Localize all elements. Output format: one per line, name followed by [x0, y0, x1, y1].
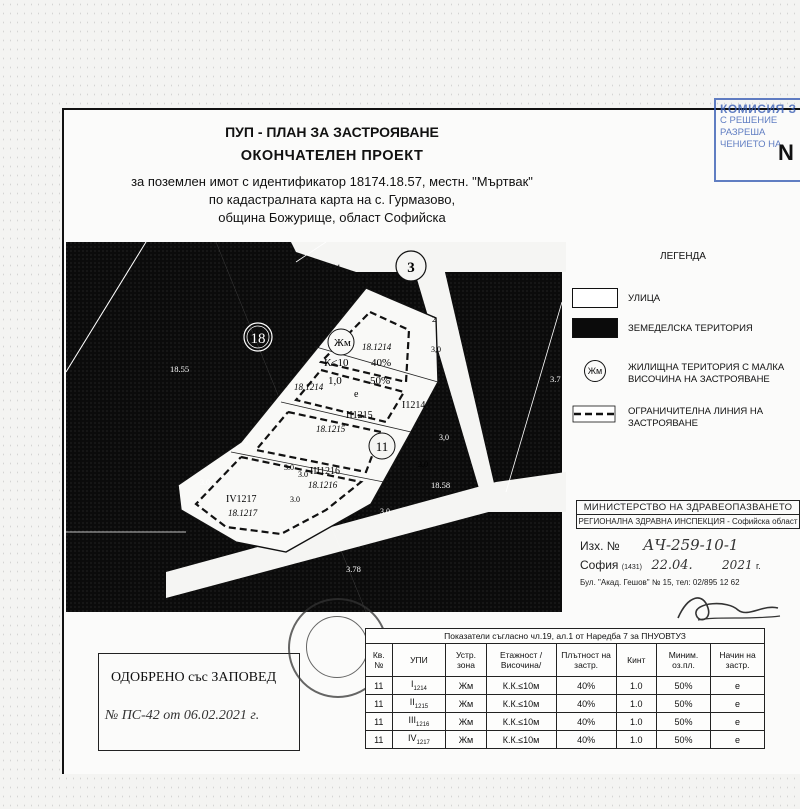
- cell-zone: Жм: [446, 695, 486, 713]
- title-line-4: по кадастралната карта на с. Гурмазово,: [208, 192, 456, 207]
- cell-kint: 1.0: [616, 695, 656, 713]
- legend-label-residential: ЖИЛИЩНА ТЕРИТОРИЯ С МАЛКА ВИСОЧИНА НА ЗАСТРОЯВАНЕ: [628, 362, 785, 385]
- year-suffix: г.: [755, 561, 761, 571]
- table-row: [366, 713, 765, 731]
- point-1: 1: [362, 275, 366, 284]
- cell-block: 11: [366, 677, 393, 695]
- ministry-stamp-date: [580, 558, 761, 573]
- upi-roman: I: [411, 679, 414, 690]
- title-line-2: ОКОНЧАТЕЛЕН ПРОЕКТ: [240, 148, 424, 164]
- height-label: К<10: [324, 357, 349, 369]
- cell-zone: Жм: [446, 731, 486, 749]
- zip-label: (1431): [621, 564, 642, 571]
- commission-stamp-line-1: КОМИСИЯ З: [720, 102, 797, 116]
- th-height: Етажност /Височина/: [486, 644, 556, 677]
- legend-symbol-zhm: Жм: [584, 360, 606, 382]
- offset-label: 3.0: [298, 470, 308, 479]
- th-zone: Устр. зона: [446, 644, 486, 677]
- cell-mode: е: [711, 713, 765, 731]
- signature: [668, 590, 788, 630]
- cell-height: К.К.≤10м: [486, 695, 556, 713]
- block-11-label: 11: [375, 439, 389, 454]
- point-2: 2: [432, 315, 436, 324]
- table-row: [366, 677, 765, 695]
- approval-box: [98, 653, 300, 751]
- ref-value: АЧ-259-10-1: [643, 536, 739, 554]
- cell-density: 40%: [556, 731, 616, 749]
- table-caption: Показатели съгласно чл.19, ал.1 от Наредба 7 за ПНУОВТУЗ: [366, 629, 765, 644]
- cadastral-map: [66, 242, 566, 614]
- upi-II-label: II1215: [346, 410, 373, 421]
- zone-zhm-label: Жм: [334, 337, 351, 349]
- title-line-5: община Божурище, област Софийска: [218, 210, 446, 225]
- cell-upi: [392, 677, 446, 695]
- cell-density: 40%: [556, 695, 616, 713]
- legend-swatch-street: [572, 288, 618, 308]
- cell-height: К.К.≤10м: [486, 731, 556, 749]
- upi-III-label: III1216: [310, 466, 340, 477]
- title-line-1: ПУП - ПЛАН ЗА ЗАСТРОЯВАНЕ: [225, 124, 439, 140]
- municipal-seal-inner: [306, 616, 368, 678]
- cell-kint: 1.0: [616, 713, 656, 731]
- cell-upi: [392, 695, 446, 713]
- cell-greenery: 50%: [656, 677, 710, 695]
- parcel-label-18-34: 18.34: [321, 262, 341, 272]
- cell-kint: 1.0: [616, 677, 656, 695]
- density-label: 40%: [371, 357, 392, 369]
- offset-label: 3.0: [284, 463, 294, 472]
- build-mode-label: e: [354, 389, 359, 400]
- ministry-stamp-ref: [580, 536, 738, 554]
- block-3-label: 3: [407, 260, 415, 276]
- commission-stamp-line-2: С РЕШЕНИЕ: [720, 115, 778, 126]
- upi-IV-label: IV1217: [226, 494, 257, 505]
- ministry-stamp: [576, 500, 800, 596]
- upi-subscript: 1217: [416, 739, 430, 746]
- upi-subscript: 1214: [413, 685, 427, 692]
- ministry-stamp-line-2: РЕГИОНАЛНА ЗДРАВНА ИНСПЕКЦИЯ - Софийска област: [576, 515, 800, 529]
- indicators-table: [365, 628, 765, 749]
- th-density: Плътност на застр.: [556, 644, 616, 677]
- cell-kint: 1.0: [616, 731, 656, 749]
- cell-zone: Жм: [446, 713, 486, 731]
- legend-label-street: УЛИЦА: [628, 293, 661, 304]
- upi-I-label: I1214: [402, 400, 426, 411]
- cell-zone: Жм: [446, 677, 486, 695]
- offset-label: 3,0: [439, 433, 449, 442]
- cell-greenery: 50%: [656, 713, 710, 731]
- cell-mode: е: [711, 695, 765, 713]
- legend-swatch-agricultural: [572, 318, 618, 338]
- offset-label: 3.0: [200, 478, 210, 487]
- greenery-label: 50%: [370, 375, 391, 387]
- upi-II-number: 18.1215: [316, 424, 346, 434]
- upi-subscript: 1215: [414, 703, 429, 710]
- legend-label-agricultural: ЗЕМЕДЕЛСКА ТЕРИТОРИЯ: [628, 323, 753, 334]
- cell-block: 11: [366, 695, 393, 713]
- table-row: [366, 695, 765, 713]
- upi-subscript: 1216: [416, 721, 430, 728]
- upi-III-number: 18.1216: [308, 480, 338, 490]
- upi-IV-number: 18.1217: [228, 508, 258, 518]
- year-value: 2021: [722, 558, 753, 572]
- th-kint: Кинт: [616, 644, 656, 677]
- parcel-label-18-58: 18.58: [431, 480, 451, 490]
- th-mode: Начин на застр.: [711, 644, 765, 677]
- upi-roman: II: [409, 697, 415, 708]
- cell-mode: е: [711, 677, 765, 695]
- city-label: София: [580, 558, 619, 572]
- parcel-label-18-55: 18.55: [170, 364, 190, 374]
- upi-roman: IV: [408, 733, 417, 744]
- th-greenery: Миним. оз.пл.: [656, 644, 710, 677]
- legend-label-build-line: ОГРАНИЧИТЕЛНА ЛИНИЯ НА ЗАСТРОЯВАНЕ: [628, 406, 764, 429]
- cell-greenery: 50%: [656, 731, 710, 749]
- offset-label: 3.0: [380, 507, 390, 516]
- table-row: [366, 731, 765, 749]
- legend-title: ЛЕГЕНДА: [660, 251, 706, 262]
- cell-height: К.К.≤10м: [486, 713, 556, 731]
- parcel-label-3-78: 3.78: [346, 564, 361, 574]
- upi-I-number: 18.1214: [362, 342, 392, 352]
- title-line-3: за поземлен имот с идентификатор 18174.18.57, местн. "Мъртвак": [131, 174, 533, 189]
- ref-label: Изх. №: [580, 539, 620, 553]
- cell-density: 40%: [556, 713, 616, 731]
- offset-label: 3.0: [290, 495, 300, 504]
- upi-roman: III: [408, 715, 417, 726]
- block-18-label: 18: [250, 331, 266, 347]
- upi-I-number-b: 18.1214: [294, 382, 324, 392]
- cell-mode: е: [711, 731, 765, 749]
- th-upi: УПИ: [392, 644, 446, 677]
- approval-label: ОДОБРЕНО със ЗАПОВЕД: [111, 670, 277, 685]
- th-block: Кв. №: [366, 644, 393, 677]
- north-arrow-label: N: [778, 140, 794, 165]
- parcel-label-3-7: 3.7: [550, 374, 561, 384]
- offset-label: 3,0: [418, 460, 428, 469]
- offset-label: 3,0: [431, 345, 441, 354]
- cell-greenery: 50%: [656, 695, 710, 713]
- ministry-stamp-line-1: МИНИСТЕРСТВО НА ЗДРАВЕОПАЗВАНЕТО: [576, 500, 800, 515]
- approval-order-number: № ПС-42 от 06.02.2021 г.: [105, 708, 260, 723]
- commission-stamp-line-3: РАЗРЕША: [720, 127, 766, 138]
- legend-swatch-build-line: [572, 404, 616, 424]
- cell-block: 11: [366, 731, 393, 749]
- kint-label: 1,0: [328, 375, 342, 387]
- date-value: 22.04.: [651, 558, 693, 573]
- cell-block: 11: [366, 713, 393, 731]
- cell-height: К.К.≤10м: [486, 677, 556, 695]
- cell-upi: [392, 713, 446, 731]
- commission-stamp-line-4: ЧЕНИЕТО НА: [720, 139, 782, 150]
- ministry-stamp-address: Бул. "Акад. Гешов" № 15, тел: 02/895 12 62: [580, 578, 740, 587]
- cell-upi: [392, 731, 446, 749]
- point-3: 3: [244, 437, 248, 446]
- cell-density: 40%: [556, 677, 616, 695]
